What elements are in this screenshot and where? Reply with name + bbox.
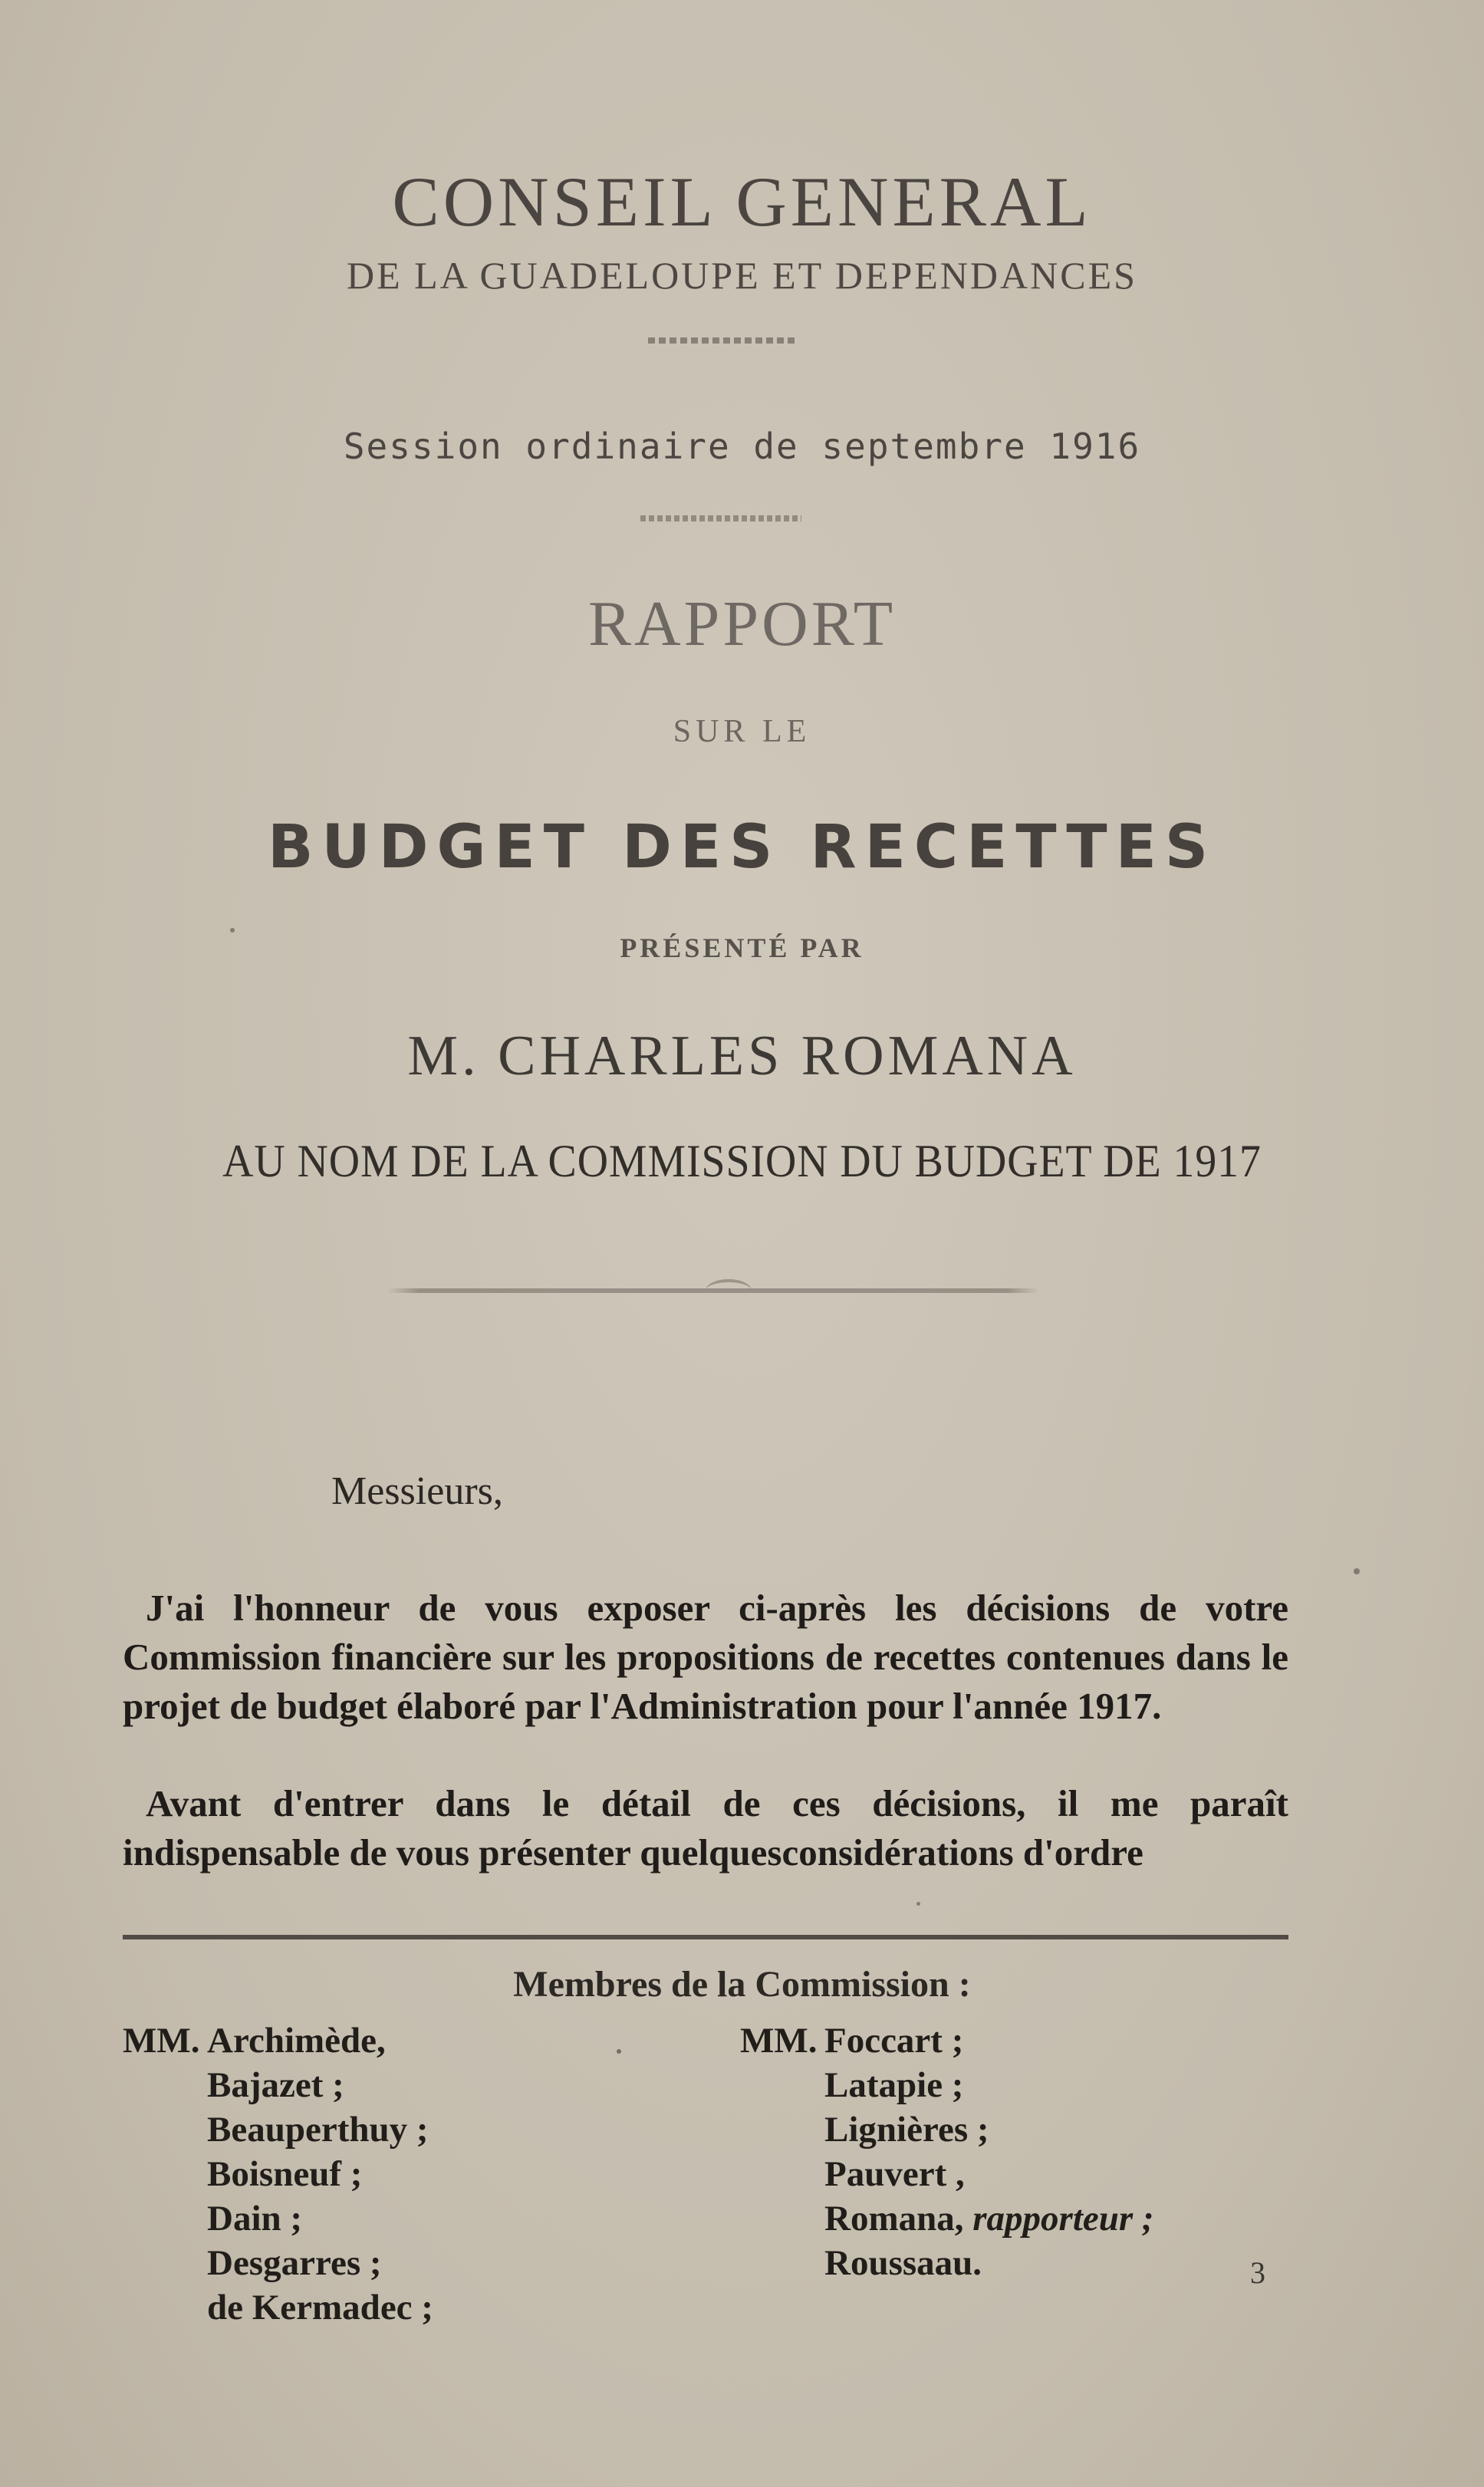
sur-le-label: SUR LE bbox=[673, 714, 811, 749]
member-name: Latapie ; bbox=[824, 2065, 964, 2105]
member-row bbox=[740, 2241, 1154, 2285]
member-row bbox=[123, 2285, 433, 2330]
paragraph-2: Avant d'entrer dans le détail de ces décisions, il me paraît indispensable de vous présenter quelquesconsidérations d'ordre bbox=[123, 1782, 1288, 1873]
mm-prefix: MM. bbox=[123, 2021, 200, 2061]
presente-par-label: PRÉSENTÉ PAR bbox=[620, 933, 864, 963]
member-name: Boisneuf ; bbox=[207, 2154, 363, 2194]
members-right-column bbox=[740, 2018, 1154, 2285]
member-row bbox=[740, 2063, 1154, 2107]
member-row bbox=[740, 2107, 1154, 2152]
member-row bbox=[123, 2018, 433, 2063]
member-row bbox=[123, 2196, 433, 2241]
title-rapport: RAPPORT bbox=[587, 588, 897, 660]
member-row bbox=[123, 2152, 433, 2196]
section-divider bbox=[123, 1935, 1288, 1939]
member-row bbox=[123, 2063, 433, 2107]
greeting: Messieurs, bbox=[331, 1469, 503, 1513]
members-left-column bbox=[123, 2018, 433, 2330]
member-row bbox=[740, 2018, 1154, 2063]
paper-speck bbox=[617, 2049, 621, 2054]
member-name: Archimède, bbox=[207, 2021, 386, 2061]
member-name: Lignières ; bbox=[824, 2110, 989, 2150]
paragraph-1: J'ai l'honneur de vous exposer ci-après les décisions de votre Commission financière sur les propositions de recettes contenues dans le projet de budget élaboré par l'Administration pour l'année 1917. bbox=[123, 1587, 1288, 1727]
paper-speck bbox=[1354, 1568, 1360, 1574]
subtitle-guadeloupe: DE LA GUADELOUPE ET DEPENDANCES bbox=[347, 254, 1137, 297]
commission-line: AU NOM DE LA COMMISSION DU BUDGET DE 1917 bbox=[222, 1136, 1262, 1186]
member-name: Foccart ; bbox=[824, 2021, 964, 2061]
member-row bbox=[123, 2107, 433, 2152]
ornament-divider bbox=[640, 515, 801, 521]
ornamental-rule-flourish bbox=[706, 1279, 752, 1302]
ornament-divider bbox=[648, 337, 798, 344]
rapporteur-label: rapporteur ; bbox=[972, 2199, 1154, 2239]
member-name: de Kermadec ; bbox=[207, 2288, 433, 2327]
member-name: Dain ; bbox=[207, 2199, 303, 2239]
member-row bbox=[740, 2196, 1154, 2241]
mm-prefix: MM. bbox=[740, 2021, 818, 2061]
title-budget-recettes: BUDGET DES RECETTES bbox=[267, 813, 1217, 882]
paper-speck bbox=[230, 928, 235, 933]
member-row bbox=[123, 2241, 433, 2285]
member-name: Roussaau. bbox=[824, 2243, 982, 2283]
title-conseil-general: CONSEIL GENERAL bbox=[392, 163, 1092, 241]
page-mark: 3 bbox=[1250, 2255, 1265, 2290]
member-name: Beauperthuy ; bbox=[207, 2110, 429, 2150]
member-row bbox=[740, 2152, 1154, 2196]
members-title: Membres de la Commission : bbox=[513, 1964, 971, 2005]
session-line: Session ordinaire de septembre 1916 bbox=[343, 426, 1141, 467]
paper-speck bbox=[916, 1902, 920, 1906]
member-name: Desgarres ; bbox=[207, 2243, 382, 2283]
author-name: M. CHARLES ROMANA bbox=[407, 1025, 1077, 1087]
member-name: Pauvert , bbox=[824, 2154, 965, 2194]
member-name: Romana, bbox=[824, 2199, 964, 2239]
member-name: Bajazet ; bbox=[207, 2065, 344, 2105]
